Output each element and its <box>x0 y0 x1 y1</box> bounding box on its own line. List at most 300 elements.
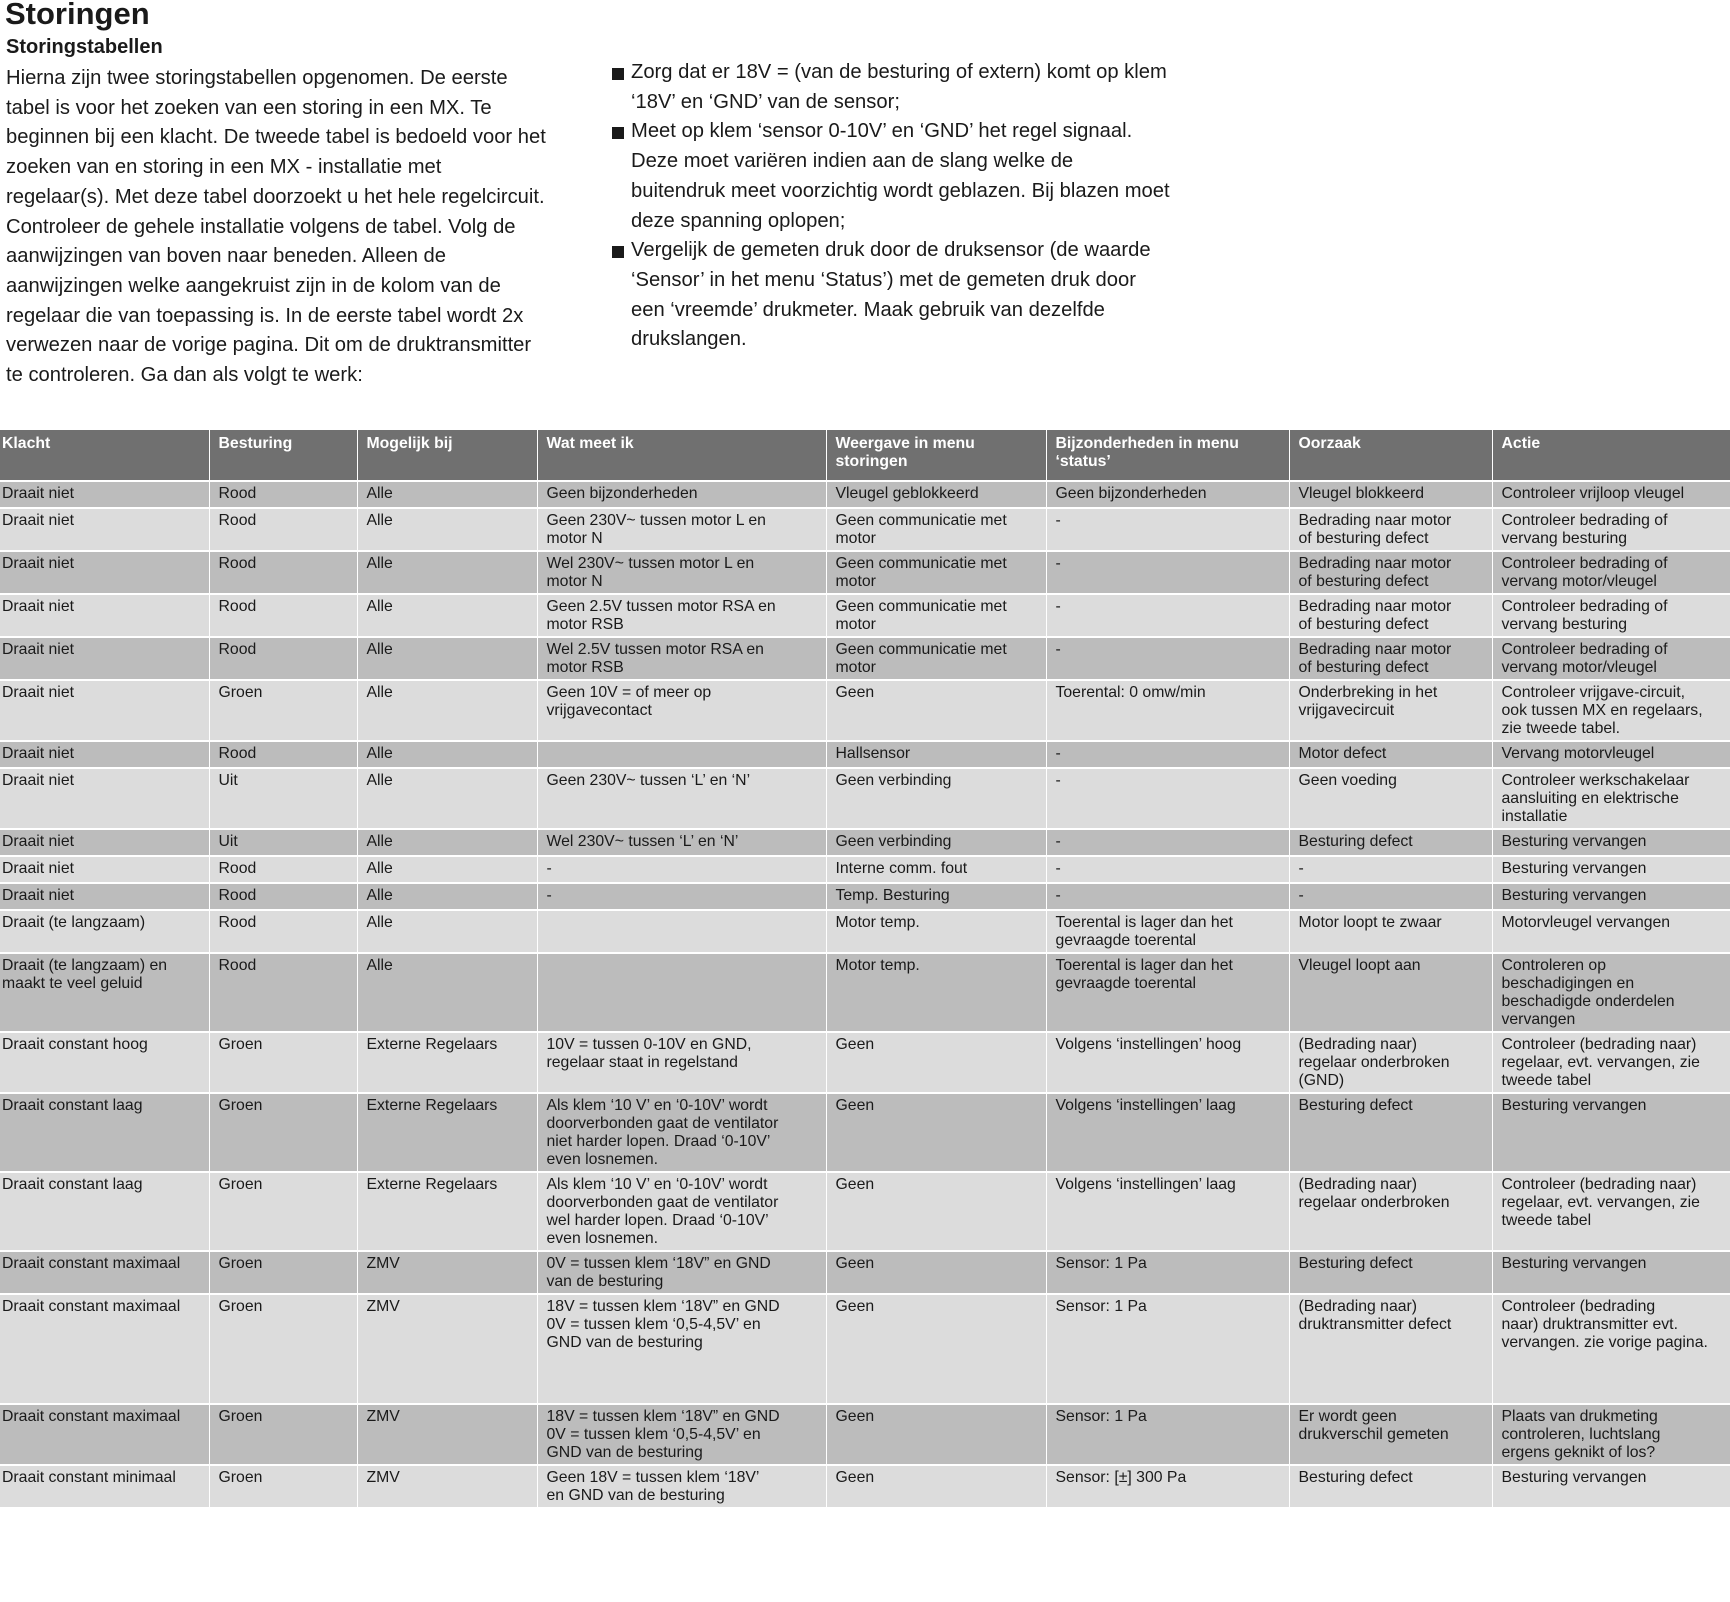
cell-text: Geen <box>835 1176 875 1193</box>
cell-besturing <box>209 1251 357 1294</box>
procedure-step: Meet op klem ‘sensor 0-10V’ en ‘GND’ het regel signaal. Deze moet variëren indien aan de slang welke de buitendruk meet voorzichtig wordt geblazen. Bij blazen moet deze spanning oplopen; <box>612 117 1172 236</box>
cell-actie <box>1492 1093 1730 1172</box>
cell-klacht <box>0 768 209 829</box>
cell-text: Externe Regelaars <box>366 1036 498 1053</box>
cell-mogelijk-bij <box>357 481 537 508</box>
cell-text: (Bedrading naar) regelaar onderbroken <box>1298 1176 1450 1211</box>
cell-text: Onderbreking in het vrijgavecircuit <box>1298 684 1438 719</box>
cell-text: Als klem ‘10 V’ en ‘0-10V’ wordt doorverbonden gaat de ventilator niet harder lopen. Draad ‘0-10V’ even losnemen. <box>546 1097 779 1168</box>
cell-wat-meet-ik <box>537 1465 826 1508</box>
cell-bijzonderheden-status <box>1046 768 1289 829</box>
cell-actie <box>1492 1251 1730 1294</box>
cell-bijzonderheden-status <box>1046 1294 1289 1404</box>
cell-text: Besturing defect <box>1298 833 1413 850</box>
cell-text: Alle <box>366 914 393 931</box>
cell-text: Besturing defect <box>1298 1255 1413 1272</box>
cell-text: Volgens ‘instellingen’ laag <box>1055 1176 1236 1193</box>
cell-wat-meet-ik <box>537 1172 826 1251</box>
cell-text: Temp. Besturing <box>835 887 950 904</box>
cell-text: 10V = tussen 0-10V en GND, regelaar staat in regelstand <box>546 1036 752 1071</box>
cell-text: Groen <box>218 1036 263 1053</box>
cell-weergave-storingen <box>826 768 1046 829</box>
cell-text: Geen communicatie met motor <box>835 641 1007 676</box>
cell-text: - <box>1055 641 1061 658</box>
cell-actie <box>1492 829 1730 856</box>
cell-text: Groen <box>218 684 263 701</box>
cell-text: Motor temp. <box>835 957 920 974</box>
cell-weergave-storingen <box>826 1294 1046 1404</box>
cell-bijzonderheden-status <box>1046 1093 1289 1172</box>
cell-oorzaak <box>1289 508 1492 551</box>
cell-text: Rood <box>218 860 257 877</box>
cell-text: Rood <box>218 745 257 762</box>
cell-text: Rood <box>218 512 257 529</box>
cell-text: Draait niet <box>2 684 74 701</box>
cell-text: Geen bijzonderheden <box>546 485 698 502</box>
cell-besturing <box>209 680 357 741</box>
cell-text: Rood <box>218 914 257 931</box>
cell-besturing <box>209 1093 357 1172</box>
table-row <box>0 1172 1730 1251</box>
cell-actie <box>1492 594 1730 637</box>
cell-text: Volgens ‘instellingen’ hoog <box>1055 1036 1242 1053</box>
cell-klacht <box>0 1172 209 1251</box>
cell-klacht <box>0 637 209 680</box>
cell-text: Draait constant hoog <box>2 1036 148 1053</box>
cell-text: - <box>1055 512 1061 529</box>
cell-text: Besturing vervangen <box>1501 1097 1647 1114</box>
cell-wat-meet-ik <box>537 1404 826 1465</box>
cell-mogelijk-bij <box>357 594 537 637</box>
cell-klacht <box>0 508 209 551</box>
cell-text: Toerental: 0 omw/min <box>1055 684 1206 701</box>
table-row <box>0 1251 1730 1294</box>
procedure-steps <box>612 58 1172 355</box>
header-actie: Actie <box>1492 430 1730 481</box>
cell-text: Interne comm. fout <box>835 860 968 877</box>
cell-text: Externe Regelaars <box>366 1097 498 1114</box>
cell-text: Geen <box>835 1408 875 1425</box>
cell-weergave-storingen <box>826 637 1046 680</box>
cell-text: Geen <box>835 1298 875 1315</box>
cell-wat-meet-ik <box>537 1032 826 1093</box>
cell-text: Draait niet <box>2 485 74 502</box>
cell-text: ZMV <box>366 1255 400 1272</box>
cell-oorzaak <box>1289 1172 1492 1251</box>
cell-text: Rood <box>218 555 257 572</box>
cell-bijzonderheden-status <box>1046 508 1289 551</box>
cell-text: Rood <box>218 957 257 974</box>
table-row <box>0 953 1730 1032</box>
cell-actie <box>1492 1465 1730 1508</box>
table-row <box>0 1465 1730 1508</box>
cell-oorzaak <box>1289 481 1492 508</box>
header-besturing: Besturing <box>209 430 357 481</box>
cell-besturing <box>209 1294 357 1404</box>
cell-text: Groen <box>218 1298 263 1315</box>
cell-bijzonderheden-status <box>1046 953 1289 1032</box>
cell-text: Controleer werkschakelaar aansluiting en elektrische installatie <box>1501 772 1690 825</box>
cell-text: Wel 230V~ tussen ‘L’ en ‘N’ <box>546 833 739 850</box>
cell-klacht <box>0 680 209 741</box>
cell-mogelijk-bij <box>357 1404 537 1465</box>
table-row <box>0 856 1730 883</box>
cell-text: Geen 10V = of meer op vrijgavecontact <box>546 684 712 719</box>
header-bijzonderheden-status: Bijzonderheden in menu ‘status’ <box>1046 430 1289 481</box>
cell-weergave-storingen <box>826 829 1046 856</box>
cell-actie <box>1492 680 1730 741</box>
cell-bijzonderheden-status <box>1046 637 1289 680</box>
cell-besturing <box>209 910 357 953</box>
cell-text: Draait niet <box>2 887 74 904</box>
cell-text: Rood <box>218 887 257 904</box>
cell-klacht <box>0 953 209 1032</box>
fault-table-header <box>0 430 1730 481</box>
cell-text: Hallsensor <box>835 745 911 762</box>
cell-text: Groen <box>218 1408 263 1425</box>
cell-text: Rood <box>218 485 257 502</box>
cell-text: Draait constant maximaal <box>2 1298 181 1315</box>
cell-klacht <box>0 910 209 953</box>
cell-weergave-storingen <box>826 508 1046 551</box>
cell-klacht <box>0 1294 209 1404</box>
cell-text: Sensor: 1 Pa <box>1055 1408 1147 1425</box>
cell-text: Alle <box>366 772 393 789</box>
cell-text: Sensor: 1 Pa <box>1055 1255 1147 1272</box>
cell-text: Alle <box>366 485 393 502</box>
table-row <box>0 1032 1730 1093</box>
cell-mogelijk-bij <box>357 1251 537 1294</box>
cell-text: Bedrading naar motor of besturing defect <box>1298 512 1452 547</box>
cell-text: Geen 230V~ tussen motor L en motor N <box>546 512 766 547</box>
cell-text: 18V = tussen klem ‘18V” en GND 0V = tussen klem ‘0,5-4,5V’ en GND van de besturing <box>546 1408 780 1461</box>
cell-text: Externe Regelaars <box>366 1176 498 1193</box>
cell-besturing <box>209 1465 357 1508</box>
cell-weergave-storingen <box>826 481 1046 508</box>
cell-oorzaak <box>1289 551 1492 594</box>
cell-text: Geen <box>835 1036 875 1053</box>
cell-text: Geen 18V = tussen klem ‘18V’ en GND van de besturing <box>546 1469 760 1504</box>
fault-table-body <box>0 481 1730 1508</box>
cell-besturing <box>209 481 357 508</box>
cell-mogelijk-bij <box>357 768 537 829</box>
cell-wat-meet-ik <box>537 768 826 829</box>
cell-text: Besturing vervangen <box>1501 860 1647 877</box>
cell-besturing <box>209 551 357 594</box>
cell-mogelijk-bij <box>357 1172 537 1251</box>
cell-text: Alle <box>366 512 393 529</box>
cell-text: Bedrading naar motor of besturing defect <box>1298 598 1452 633</box>
cell-text: - <box>1055 745 1061 762</box>
cell-mogelijk-bij <box>357 1294 537 1404</box>
cell-klacht <box>0 829 209 856</box>
cell-mogelijk-bij <box>357 829 537 856</box>
cell-text: Bedrading naar motor of besturing defect <box>1298 641 1452 676</box>
cell-actie <box>1492 910 1730 953</box>
table-row <box>0 481 1730 508</box>
cell-besturing <box>209 1172 357 1251</box>
cell-text: Alle <box>366 684 393 701</box>
table-row <box>0 768 1730 829</box>
cell-mogelijk-bij <box>357 883 537 910</box>
cell-wat-meet-ik <box>537 1294 826 1404</box>
cell-text: Groen <box>218 1469 263 1486</box>
cell-weergave-storingen <box>826 910 1046 953</box>
cell-oorzaak <box>1289 1294 1492 1404</box>
cell-text: Geen <box>835 1255 875 1272</box>
cell-text: Controleer bedrading of vervang besturing <box>1501 598 1668 633</box>
cell-text: Controleer (bedrading naar) regelaar, evt. vervangen, zie tweede tabel <box>1501 1036 1700 1089</box>
cell-wat-meet-ik <box>537 481 826 508</box>
cell-actie <box>1492 637 1730 680</box>
cell-text: - <box>1055 833 1061 850</box>
cell-oorzaak <box>1289 910 1492 953</box>
cell-text: Wel 230V~ tussen motor L en motor N <box>546 555 755 590</box>
cell-bijzonderheden-status <box>1046 741 1289 768</box>
cell-bijzonderheden-status <box>1046 680 1289 741</box>
procedure-step: Zorg dat er 18V = (van de besturing of extern) komt op klem ‘18V’ en ‘GND’ van de sensor; <box>612 58 1172 117</box>
cell-text: Geen communicatie met motor <box>835 512 1007 547</box>
header-klacht: Klacht <box>0 430 209 481</box>
cell-text: Controleren op beschadigingen en beschadigde onderdelen vervangen <box>1501 957 1675 1028</box>
table-row <box>0 1093 1730 1172</box>
cell-bijzonderheden-status <box>1046 481 1289 508</box>
cell-wat-meet-ik <box>537 910 826 953</box>
cell-besturing <box>209 883 357 910</box>
cell-mogelijk-bij <box>357 741 537 768</box>
header-weergave-storingen: Weergave in menu storingen <box>826 430 1046 481</box>
cell-text: Besturing vervangen <box>1501 833 1647 850</box>
cell-bijzonderheden-status <box>1046 1172 1289 1251</box>
cell-klacht <box>0 594 209 637</box>
cell-text: Als klem ‘10 V’ en ‘0-10V’ wordt doorverbonden gaat de ventilator wel harder lopen. Draad ‘0-10V’ even losnemen. <box>546 1176 779 1247</box>
cell-actie <box>1492 1294 1730 1404</box>
table-row <box>0 680 1730 741</box>
cell-text: Alle <box>366 957 393 974</box>
cell-actie <box>1492 1404 1730 1465</box>
cell-wat-meet-ik <box>537 883 826 910</box>
cell-mogelijk-bij <box>357 856 537 883</box>
cell-besturing <box>209 953 357 1032</box>
cell-text: Geen communicatie met motor <box>835 598 1007 633</box>
cell-text: Geen <box>835 1469 875 1486</box>
cell-bijzonderheden-status <box>1046 594 1289 637</box>
cell-text: Vleugel loopt aan <box>1298 957 1421 974</box>
cell-wat-meet-ik <box>537 829 826 856</box>
cell-text: Volgens ‘instellingen’ laag <box>1055 1097 1236 1114</box>
cell-wat-meet-ik <box>537 508 826 551</box>
cell-text: Controleer bedrading of vervang besturing <box>1501 512 1668 547</box>
cell-klacht <box>0 481 209 508</box>
cell-text: Controleer bedrading of vervang motor/vleugel <box>1501 641 1668 676</box>
cell-weergave-storingen <box>826 1093 1046 1172</box>
cell-oorzaak <box>1289 1251 1492 1294</box>
header-mogelijk-bij: Mogelijk bij <box>357 430 537 481</box>
table-row <box>0 741 1730 768</box>
cell-klacht <box>0 856 209 883</box>
cell-text: Wel 2.5V tussen motor RSA en motor RSB <box>546 641 764 676</box>
cell-text: Draait constant maximaal <box>2 1255 181 1272</box>
cell-text: Bedrading naar motor of besturing defect <box>1298 555 1452 590</box>
cell-text: Geen communicatie met motor <box>835 555 1007 590</box>
cell-text: Besturing defect <box>1298 1469 1413 1486</box>
cell-bijzonderheden-status <box>1046 829 1289 856</box>
cell-text: - <box>1055 772 1061 789</box>
cell-besturing <box>209 508 357 551</box>
cell-klacht <box>0 741 209 768</box>
cell-text: Motorvleugel vervangen <box>1501 914 1671 931</box>
cell-besturing <box>209 637 357 680</box>
cell-wat-meet-ik <box>537 741 826 768</box>
cell-text: Toerental is lager dan het gevraagde toerental <box>1055 914 1233 949</box>
cell-text: Alle <box>366 598 393 615</box>
cell-oorzaak <box>1289 953 1492 1032</box>
cell-besturing <box>209 741 357 768</box>
section-subtitle: Storingstabellen <box>6 36 163 58</box>
cell-text: Besturing vervangen <box>1501 887 1647 904</box>
cell-text: Draait (te langzaam) en maakt te veel geluid <box>2 957 168 992</box>
cell-text: Geen 230V~ tussen ‘L’ en ‘N’ <box>546 772 751 789</box>
cell-text: Sensor: 1 Pa <box>1055 1298 1147 1315</box>
table-row <box>0 910 1730 953</box>
cell-wat-meet-ik <box>537 637 826 680</box>
cell-oorzaak <box>1289 680 1492 741</box>
cell-actie <box>1492 481 1730 508</box>
table-row <box>0 1404 1730 1465</box>
cell-mogelijk-bij <box>357 680 537 741</box>
cell-text: Draait niet <box>2 772 74 789</box>
cell-besturing <box>209 768 357 829</box>
cell-text: Groen <box>218 1097 263 1114</box>
cell-wat-meet-ik <box>537 551 826 594</box>
cell-text: Draait constant laag <box>2 1097 143 1114</box>
cell-text: Uit <box>218 772 238 789</box>
table-row <box>0 551 1730 594</box>
cell-bijzonderheden-status <box>1046 1032 1289 1093</box>
cell-text: Motor temp. <box>835 914 920 931</box>
cell-text: Uit <box>218 833 238 850</box>
cell-text: Vleugel blokkeerd <box>1298 485 1425 502</box>
cell-text: Alle <box>366 887 393 904</box>
cell-text: Geen <box>835 1097 875 1114</box>
table-row <box>0 637 1730 680</box>
cell-wat-meet-ik <box>537 953 826 1032</box>
cell-text: Draait constant maximaal <box>2 1408 181 1425</box>
cell-klacht <box>0 1465 209 1508</box>
cell-mogelijk-bij <box>357 508 537 551</box>
cell-text: Draait constant minimaal <box>2 1469 176 1486</box>
cell-text: Draait niet <box>2 745 74 762</box>
cell-text: Alle <box>366 860 393 877</box>
cell-besturing <box>209 856 357 883</box>
cell-text: Groen <box>218 1176 263 1193</box>
cell-text: - <box>1298 860 1304 877</box>
cell-text: Geen verbinding <box>835 833 952 850</box>
cell-besturing <box>209 1404 357 1465</box>
cell-oorzaak <box>1289 741 1492 768</box>
cell-klacht <box>0 1404 209 1465</box>
cell-weergave-storingen <box>826 594 1046 637</box>
cell-text: - <box>546 860 552 877</box>
cell-mogelijk-bij <box>357 551 537 594</box>
cell-text: Alle <box>366 641 393 658</box>
cell-actie <box>1492 741 1730 768</box>
cell-weergave-storingen <box>826 680 1046 741</box>
cell-wat-meet-ik <box>537 594 826 637</box>
cell-oorzaak <box>1289 1404 1492 1465</box>
cell-weergave-storingen <box>826 953 1046 1032</box>
cell-actie <box>1492 883 1730 910</box>
cell-oorzaak <box>1289 829 1492 856</box>
cell-text: Rood <box>218 641 257 658</box>
header-wat-meet-ik: Wat meet ik <box>537 430 826 481</box>
cell-klacht <box>0 883 209 910</box>
cell-weergave-storingen <box>826 551 1046 594</box>
cell-mogelijk-bij <box>357 1032 537 1093</box>
cell-besturing <box>209 1032 357 1093</box>
cell-text: - <box>1055 598 1061 615</box>
cell-oorzaak <box>1289 1093 1492 1172</box>
cell-text: Geen bijzonderheden <box>1055 485 1207 502</box>
cell-text: - <box>1055 555 1061 572</box>
cell-text: Geen verbinding <box>835 772 952 789</box>
cell-text: Draait (te langzaam) <box>2 914 146 931</box>
cell-text: Draait niet <box>2 598 74 615</box>
cell-text: - <box>1055 860 1061 877</box>
table-row <box>0 829 1730 856</box>
fault-table <box>0 430 1730 1509</box>
cell-text: Draait niet <box>2 512 74 529</box>
cell-bijzonderheden-status <box>1046 856 1289 883</box>
cell-klacht <box>0 551 209 594</box>
cell-wat-meet-ik <box>537 1093 826 1172</box>
cell-text: Alle <box>366 745 393 762</box>
cell-bijzonderheden-status <box>1046 883 1289 910</box>
cell-text: Motor loopt te zwaar <box>1298 914 1442 931</box>
cell-text: 18V = tussen klem ‘18V” en GND 0V = tussen klem ‘0,5-4,5V’ en GND van de besturing <box>546 1298 780 1351</box>
cell-wat-meet-ik <box>537 1251 826 1294</box>
cell-bijzonderheden-status <box>1046 1465 1289 1508</box>
cell-oorzaak <box>1289 856 1492 883</box>
cell-bijzonderheden-status <box>1046 910 1289 953</box>
cell-bijzonderheden-status <box>1046 1251 1289 1294</box>
cell-text: Controleer vrijgave-circuit, ook tussen MX en regelaars, zie tweede tabel. <box>1501 684 1703 737</box>
table-row <box>0 1294 1730 1404</box>
cell-mogelijk-bij <box>357 953 537 1032</box>
cell-oorzaak <box>1289 883 1492 910</box>
page-title: Storingen <box>5 0 150 31</box>
cell-weergave-storingen <box>826 1032 1046 1093</box>
table-row <box>0 508 1730 551</box>
cell-text: Besturing vervangen <box>1501 1469 1647 1486</box>
cell-actie <box>1492 551 1730 594</box>
cell-text: Controleer (bedrading naar) druktransmitter evt. vervangen. zie vorige pagina. <box>1501 1298 1708 1351</box>
cell-text: Geen <box>835 684 875 701</box>
cell-text: Vervang motorvleugel <box>1501 745 1655 762</box>
cell-text: Besturing vervangen <box>1501 1255 1647 1272</box>
cell-text: Controleer bedrading of vervang motor/vleugel <box>1501 555 1668 590</box>
cell-klacht <box>0 1032 209 1093</box>
cell-actie <box>1492 1172 1730 1251</box>
cell-mogelijk-bij <box>357 910 537 953</box>
procedure-step: Vergelijk de gemeten druk door de druksensor (de waarde ‘Sensor’ in het menu ‘Status’) met de gemeten druk door een ‘vreemde’ drukmeter. Maak gebruik van dezelfde drukslangen. <box>612 236 1172 355</box>
cell-text: (Bedrading naar) druktransmitter defect <box>1298 1298 1452 1333</box>
cell-weergave-storingen <box>826 1404 1046 1465</box>
cell-text: 0V = tussen klem ‘18V” en GND van de besturing <box>546 1255 771 1290</box>
cell-mogelijk-bij <box>357 1465 537 1508</box>
cell-text: - <box>1298 887 1304 904</box>
cell-besturing <box>209 829 357 856</box>
